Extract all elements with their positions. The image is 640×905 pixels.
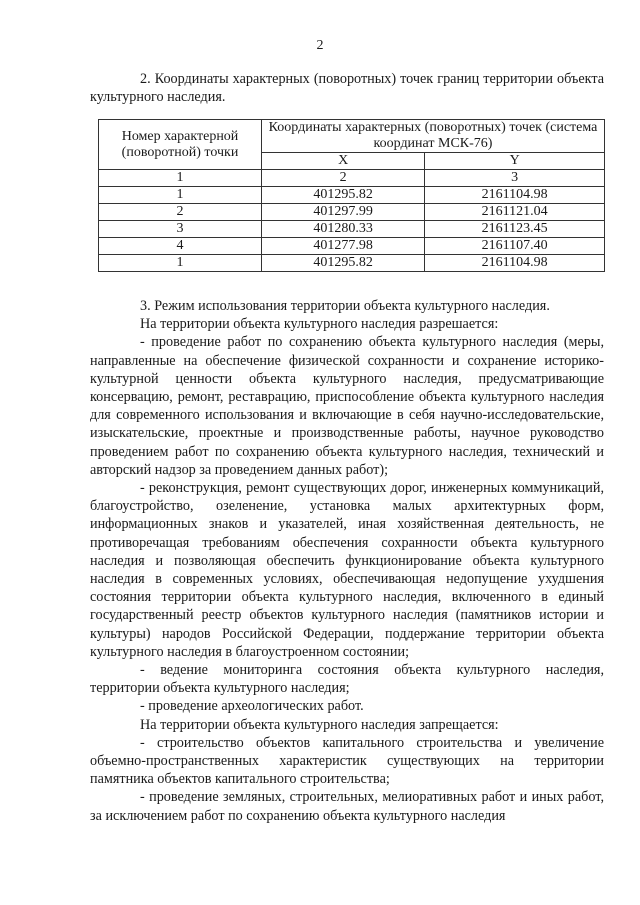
table-cell-y: 2161104.98 — [425, 187, 605, 204]
table-cell-y: 2161121.04 — [425, 204, 605, 221]
table-row — [99, 187, 605, 204]
allowed-item-2: - реконструкция, ремонт существующих дорог, инженерных коммуникаций, благоустройство, озеленение, установка малых архитектурных форм, информационных знаков и указателей, иная хозяйственная деятельность, не противоречащая требованиям обеспечения сохранности объекта культурного наследия и позволяющая обеспечить функционирование объекта культурного наследия в современных условиях, обеспечивающая недопущение ухудшения состояния территории объекта культурного наследия, включенного в единый государственный реестр объектов культурного наследия (памятников истории и культуры) народов Российской Федерации, поддержание территории объекта культурного наследия в благоустроенном состоянии; — [90, 480, 604, 660]
table-cell-x: 401280.33 — [262, 221, 425, 238]
table-cell-x: 401297.99 — [262, 204, 425, 221]
table-row — [99, 204, 605, 221]
table-cell-point: 4 — [99, 238, 262, 255]
header-x: X — [262, 153, 425, 170]
table-cell-point: 2 — [99, 204, 262, 221]
forbidden-item-1: - строительство объектов капитального строительства и увеличение объемно-пространственных характеристик существующих на территории памятника объектов капитального строительства; — [90, 734, 604, 788]
table-row — [99, 238, 605, 255]
header-y: Y — [425, 153, 605, 170]
coordinates-table — [98, 119, 605, 272]
table-cell-y: 2161107.40 — [425, 238, 605, 255]
table-index-row — [99, 170, 605, 187]
table-row — [99, 221, 605, 238]
allowed-intro: На территории объекта культурного наследия разрешается: — [140, 316, 499, 333]
table-cell-x: 401277.98 — [262, 238, 425, 255]
allowed-item-4: - проведение археологических работ. — [140, 698, 364, 715]
table-cell-point: 1 — [99, 187, 262, 204]
section-3-heading: 3. Режим использования территории объекта культурного наследия. — [140, 298, 550, 314]
header-point-number: Номер характерной (поворотной) точки — [99, 120, 262, 170]
forbidden-intro: На территории объекта культурного наследия запрещается: — [140, 716, 499, 733]
section-3-body — [90, 297, 604, 825]
table-cell-x: 401295.82 — [262, 255, 425, 272]
table-cell-x: 401295.82 — [262, 187, 425, 204]
header-coordinates: Координаты характерных (поворотных) точек (система координат МСК-76) — [262, 120, 605, 153]
section-2-heading — [90, 70, 604, 106]
page-number: 2 — [316, 38, 324, 53]
table-cell: 1 — [99, 170, 262, 187]
allowed-item-3: - ведение мониторинга состояния объекта культурного наследия, территории объекта культурного наследия; — [90, 662, 604, 697]
forbidden-item-2: - проведение земляных, строительных, мелиоративных работ и иных работ, за исключением работ по сохранению объекта культурного наследия — [90, 789, 604, 824]
table-cell-y: 2161104.98 — [425, 255, 605, 272]
table-header-row — [99, 120, 605, 153]
table-cell: 3 — [425, 170, 605, 187]
allowed-item-1: - проведение работ по сохранению объекта культурного наследия (меры, направленные на обеспечение физической сохранности и сохранение историко-культурной ценности объекта культурного наследия, предусматривающие консервацию, ремонт, реставрацию, приспособление объекта культурного наследия для современного использования и включающие в себя научно-исследовательские, изыскательские, проектные и производственные работы, научное руководство проведением работ по сохранению объекта культурного наследия, технический и авторский надзор за проведением данных работ); — [90, 334, 604, 478]
table-row — [99, 255, 605, 272]
table-cell-point: 3 — [99, 221, 262, 238]
table-cell-point: 1 — [99, 255, 262, 272]
table-cell: 2 — [262, 170, 425, 187]
section-2-heading-text: 2. Координаты характерных (поворотных) точек границ территории объекта культурного наследия. — [90, 71, 604, 105]
table-cell-y: 2161123.45 — [425, 221, 605, 238]
